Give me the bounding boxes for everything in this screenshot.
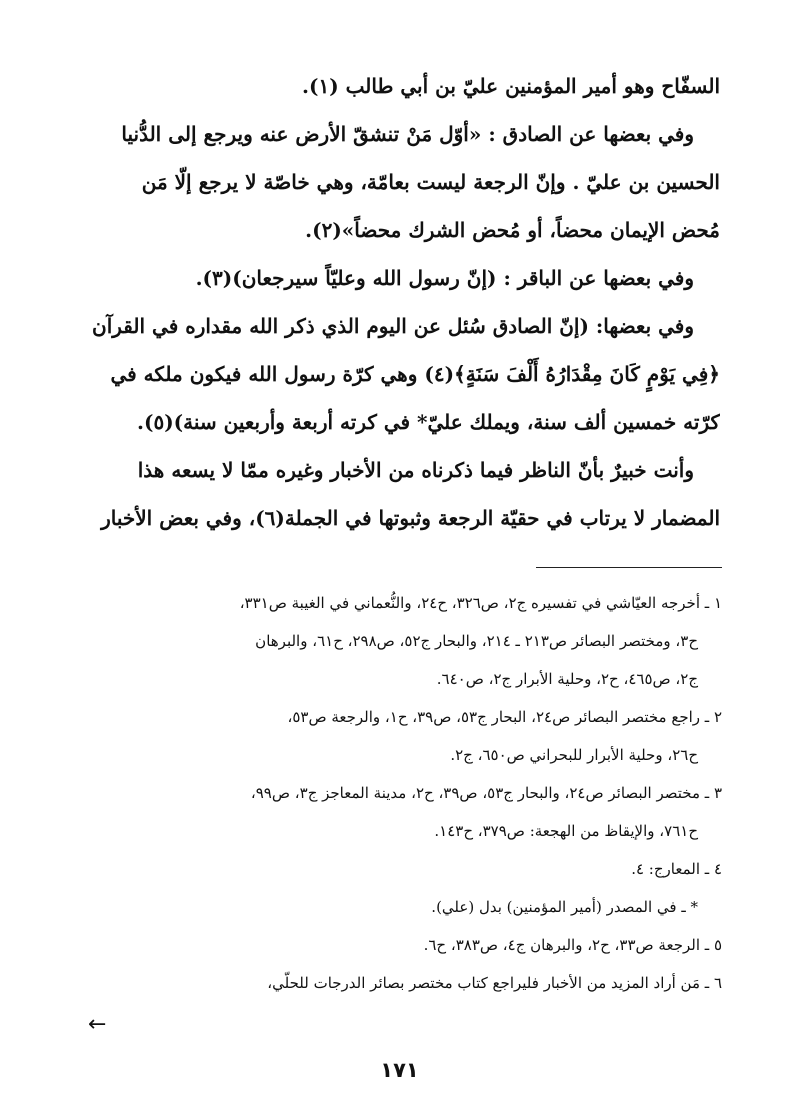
footnote-line: ٥ ـ الرجعة ص٣٣، ح٢، والبرهان ج٤، ص٣٨٣، ح٦. [423,936,722,954]
footnote-line: ح٧٦١، والإيقاظ من الهجعة: ص٣٧٩، ح١٤٣. [434,822,698,840]
text-line: وفي بعضها عن الباقر : (إنّ رسول الله وعليّاً سيرجعان)(٣). [195,266,694,290]
text-line-quran-verse: ﴿فِي يَوْمٍ كَانَ مِقْدَارُهُ أَلْفَ سَنَةٍ﴾(٤) وهي كرّة رسول الله فيكون ملكه في [110,362,720,386]
text-line: وفي بعضها عن الصادق : «أوّل مَنْ تنشقّ الأرض عنه ويرجع إلى الدُّنيا [121,122,694,146]
footnote-line: * ـ في المصدر (أمير المؤمنين) بدل (علي). [431,898,698,916]
text-line: مُحض الإيمان محضاً، أو مُحض الشرك محضاً»(٢). [305,218,720,242]
page-number: ١٧١ [380,1058,419,1082]
footnote-line: ٤ ـ المعارج: ٤. [631,860,722,878]
footnote-line: ح٣، ومختصر البصائر ص٢١٣ ـ ٢١٤، والبحار ج٥٢، ص٢٩٨، ح٦١، والبرهان [255,632,698,650]
text-line: المضمار لا يرتاب في حقيّة الرجعة وثبوتها في الجملة(٦)، وفي بعض الأخبار [101,506,720,530]
main-text [78,62,720,542]
footnote-line: ٢ ـ راجع مختصر البصائر ص٢٤، البحار ج٥٣، ص٣٩، ح١، والرجعة ص٥٣، [287,708,722,726]
footnote-line: ٦ ـ مَن أراد المزيد من الأخبار فليراجع كتاب مختصر بصائر الدرجات للحلّي، [267,974,722,992]
footnote-separator [536,567,722,568]
footnotes [78,584,722,1002]
footnote-line: ج٢، ص٤٦٥، ح٢، وحلية الأبرار ج٢، ص٦٤٠. [436,670,698,688]
text-line: السفّاح وهو أمير المؤمنين عليّ بن أبي طالب (١). [302,74,720,98]
footnote-line: ٣ ـ مختصر البصائر ص٢٤، والبحار ج٥٣، ص٣٩، ح٢، مدينة المعاجز ج٣، ص٩٩، [250,784,722,802]
continuation-arrow-icon: ← [88,1012,107,1037]
text-line: وفي بعضها: (إنّ الصادق سُئل عن اليوم الذي ذكر الله مقداره في القرآن [92,314,694,338]
text-line: كرّته خمسين ألف سنة، ويملك عليّ* في كرته أربعة وأربعين سنة)(٥). [137,410,720,434]
footnote-line: ح٢٦، وحلية الأبرار للبحراني ص٦٥٠، ج٢. [450,746,698,764]
text-line: الحسين بن عليّ . وإنّ الرجعة ليست بعامّة، وهي خاصّة لا يرجع إلّا مَن [141,170,720,194]
text-line: وأنت خبيرٌ بأنّ الناظر فيما ذكرناه من الأخبار وغيره ممّا لا يسعه هذا [137,458,694,482]
footnote-line: ١ ـ أخرجه العيّاشي في تفسيره ج٢، ص٣٢٦، ح٢٤، والنُّعماني في الغيبة ص٣٣١، [239,594,722,612]
